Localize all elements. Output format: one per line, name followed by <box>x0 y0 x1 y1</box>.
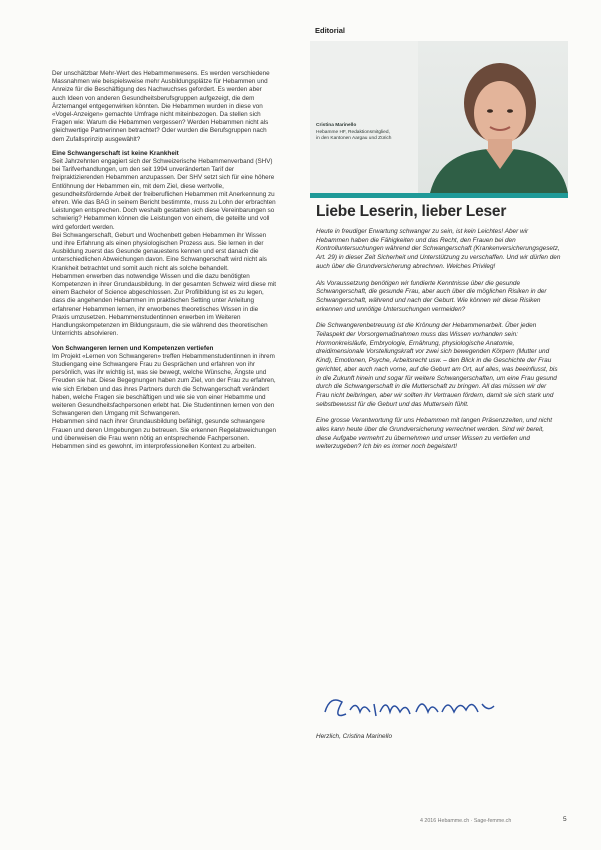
portrait-illustration <box>310 41 568 193</box>
left-paragraph: Seit Jahrzehnten engagiert sich der Schweizerische Hebammenverband (SHV) bei Tarifverhandlungen, um den seit 1994 unveränderten Tarif der freipraktizierenden Hebammen anzupassen. Der SHV setzt sich für eine höhere Entlöhnung der Hebammen ein, mit dem Ziel, diese wertvolle, gesundheitsfördernde Arbeit der freiberuflichen Hebammen mit Anerkennung zu ehren. Wie das BAG in seinem Bericht bestimmte, muss zu Lohn der erbrachten Leistungen entsprechen. Doch weshalb gestatten sich diese Vereinbarungen so schwierig? Hebammen können die Leistungen von einem, die geteilte und voll wird gefordert werden. <box>52 158 276 231</box>
caption-name: Cristina Marinello <box>316 123 357 128</box>
page-title: Liebe Leserin, lieber Leser <box>316 203 507 220</box>
editorial-body <box>316 228 561 460</box>
left-subheading: Eine Schwangerschaft ist keine Krankheit <box>52 149 179 157</box>
left-paragraph: Der unschätzbar Mehr-Wert des Hebammenwesens. Es werden verschiedene Massnahmen wie beispielsweise mehr Ausbildungsplätze für Hebammen und Anreize für die Beschäftigung des Nachwuchses gefordert. Es werden aber auch Ideen von anderen Gesundheitsberufsgruppen aufgezeigt, die dem Ärztemangel entgegenwirken könnten. Die Hebammen wurden in diese von «Vogel-Anzeigen» gemachte Umfrage nicht miteinbezogen. Da stellen sich Fragen wie: Warum die Hebammen vergessen? Werden Hebammen nicht als gleichwertige Partnerinnen betrachtet? Oder wurden die Berufsgruppen nach dem Zufallsprinzip ausgewählt? <box>52 70 270 143</box>
editorial-paragraph: Als Voraussetzung benötigen wir fundierte Kenntnisse über die gesunde Schwangerschaft, die gesunde Frau, aber auch über die möglichen Risiken in der Schwangerschaft, während und nach der Geburt. Wie können wir diese Risiken erkennen und unnötige Untersuchungen vermeiden? <box>316 279 547 313</box>
closing-greeting: Herzlich, Cristina Marinello <box>316 733 392 740</box>
author-photo <box>310 41 568 193</box>
left-paragraph: Im Projekt «Lernen von Schwangeren» treffen Hebammenstudentinnen in ihrem Studiengang eine Schwangere Frau zu Gesprächen und erfahren von ihr persönlich, was ihr wichtig ist, was sie bewegt, welche Wünsche, Ängste und Freuden sie hat. Diese Begegnungen haben zum Ziel, von der Frau zu erfahren, wie sich Erleben und das ihres Partners durch die Schwangerschaft verändert haben, welche Fragen sie beschäftigen und wie sie von einer Hebamme und weiteren Gesundheitsfachpersonen erlebt hat. Die Studentinnen lernen von den Schwangeren den Umgang mit Schwangeren. <box>52 352 276 418</box>
accent-bar <box>310 193 568 198</box>
caption-line: Hebamme HF, Redaktionsmitglied, <box>316 129 390 135</box>
left-column <box>52 70 277 451</box>
left-paragraph: Hebammen erwerben das notwendige Wissen und die dazu benötigten Kompetenzen in ihrer Grundausbildung. In der gesamten Schweiz wird diese mit einem Bachelor of Science abgeschlossen. Zur Profilbildung ist es zu legen, dass die angehenden Hebammen im praktischen Setting unter Anleitung erfahrener Hebammen lernen, ihr erworbenes theoretisches Wissen in die Praxis umzusetzen. Hebammenstudentinnen erwerben im Weiteren Handlungskompetenzen im Bildungsraum, die sie während des theoretischen Unterrichts absolvieren. <box>52 272 277 338</box>
editorial-paragraph: Die Schwangerenbetreuung ist die Krönung der Hebammenarbeit. Über jeden Teilaspekt der Vorsorgemaßnahmen muss das Wissen vorhanden sein: Hormonkreisläufe, Embryologie, Ernährung, physiologische Anatomie, dreidimensionale Vorstellungskraft vor zwei sich bewegenden Körpern (Mutter und Kind), Emotionen, Psyche, Arbeitsrecht usw. – den Blick in die Geschichte der Frau gerichtet, aber auch nach vorne, auf die Geburt am Ort, auf alles, was beeinflusst, bis in die Zukunft hinein und sogar für weitere Schwangerschaften, um eine Frau gesund durch die Schwangerschaft in die Mutterschaft zu bringen. All das müssen wir der Frau nicht beibringen, aber wir sollten ihr Vertrauen fördern, damit sie sich stark und selbstbewusst für die Geburt und das Muttersein fühlt. <box>316 322 558 408</box>
editorial-paragraph: Eine grosse Verantwortung für uns Hebammen mit langen Präsenzzeiten, und nicht alles kann heute über die Grundversicherung verrechnet werden. Sind wir bereit, diese Aufgabe vermehrt zu übernehmen und unser Wissen zu vertiefen und weiterzugeben? Ich bin es immer noch begeistert! <box>316 417 552 451</box>
page-number: 5 <box>563 816 567 823</box>
left-paragraph: Hebammen sind nach ihrer Grundausbildung befähigt, gesunde schwangere Frauen und deren Umgebungen zu betreuen. Sie erkennen Regelabweichungen und überweisen die Frau wenn nötig an entsprechende Fachpersonen. Hebammen sind es gewohnt, im interprofessionellen Kontext zu arbeiten. <box>52 418 277 450</box>
signature <box>320 690 500 726</box>
section-label: Editorial <box>315 26 346 35</box>
footer-text: 4 2016 Hebamme.ch · Sage-femme.ch <box>420 818 512 824</box>
photo-caption <box>316 123 391 143</box>
caption-line: in den Kantonen Aargau und Zürich <box>316 136 392 141</box>
editorial-paragraph: Heute in freudiger Erwartung schwanger zu sein, ist kein Leichtes! Aber wir Hebammen haben die Fähigkeiten und das Recht, den Frauen bei den Kontrolluntersuchungen während der Schwangerschaft (Krankenversicherungsgesetz, Art. 29) in dieser Zeit Sicherheit und Unterstützung zu verschaffen. Und wir dürfen den auch über die Grundversicherung abrechnen. Welches Privileg! <box>316 228 561 270</box>
left-paragraph: Bei Schwangerschaft, Geburt und Wochenbett geben Hebammen ihr Wissen und ihre Erfahrung als einen physiologischen Prozess aus. Sie lernen in der Ausbildung zuerst das Gesunde genauestens kennen und erst danach die unterschiedlichen Abweichungen davon. Eine Schwangerschaft wird nicht als Krankheit betrachtet und somit auch nicht als solche behandelt. <box>52 231 267 272</box>
left-subheading: Von Schwangeren lernen und Kompetenzen vertiefen <box>52 344 214 352</box>
